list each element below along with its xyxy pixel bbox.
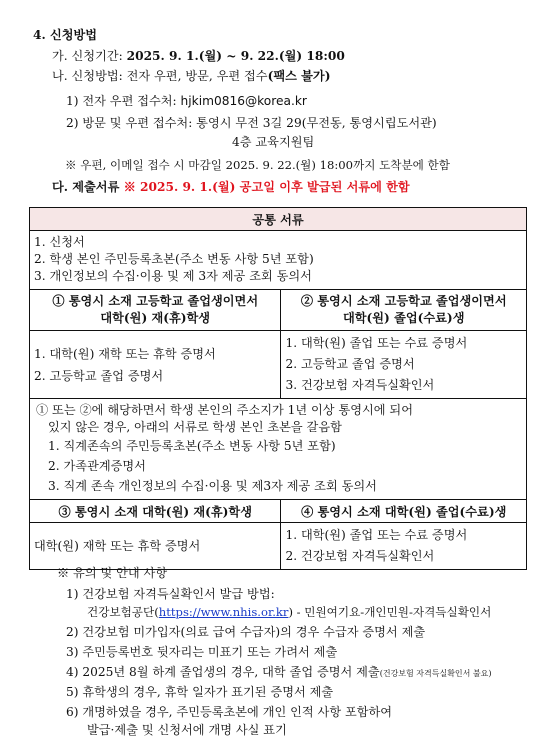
email-label: 1) 전자 우편 접수처: bbox=[66, 94, 181, 108]
common-item: 1. 신청서 bbox=[34, 235, 85, 249]
method-label: 나. 신청방법: bbox=[52, 69, 127, 83]
note-6: 6) 개명하였을 경우, 주민등록초본에 개인 인적 사항 포함하여 bbox=[66, 705, 393, 719]
col2-title-1: ② 통영시 소재 고등학교 졸업생이면서 bbox=[300, 294, 507, 308]
note-4 bbox=[66, 664, 492, 682]
mid-item: 3. 직계 존속 개인정보의 수집·이용 및 제3자 제공 조회 동의서 bbox=[48, 479, 377, 493]
col1-items bbox=[30, 331, 281, 399]
period-label: 가. 신청기간: bbox=[52, 49, 127, 63]
method-note: (팩스 불가) bbox=[267, 69, 331, 83]
note-1b-post: ) - 민원여기요-개인민원-자격득실확인서 bbox=[288, 605, 492, 619]
docs-red-note: ※ 2025. 9. 1.(월) 공고일 이후 발급된 서류에 한함 bbox=[123, 180, 410, 194]
note-1b-pre: 건강보험공단( bbox=[87, 605, 159, 619]
mid-line-2: 있지 않은 경우, 아래의 서류로 학생 본인 초본을 갈음함 bbox=[48, 420, 342, 434]
email-line bbox=[66, 93, 307, 109]
docs-label: 다. 제출서류 bbox=[52, 180, 124, 194]
col4-item: 1. 대학(원) 졸업 또는 수료 증명서 bbox=[285, 528, 468, 542]
nhis-link[interactable]: https://www.nhis.or.kr bbox=[158, 605, 289, 619]
mid-line-1: ① 또는 ②에 해당하면서 학생 본인의 주소지가 1년 이상 통영시에 되어 bbox=[36, 403, 413, 417]
visit-line-2: 4층 교육지원팀 bbox=[232, 135, 315, 149]
col2-title-2: 대학(원) 졸업(수료)생 bbox=[342, 311, 465, 325]
note-1: 1) 건강보험 자격득실확인서 발급 방법: bbox=[66, 587, 275, 601]
email-address: hjkim0816@korea.kr bbox=[180, 94, 307, 108]
col4-header: ④ 통영시 소재 대학(원) 졸업(수료)생 bbox=[281, 500, 527, 523]
col1-item: 2. 고등학교 졸업 증명서 bbox=[34, 368, 164, 383]
note-4-small: (건강보험 자격득실확인서 불요) bbox=[379, 669, 492, 678]
mid-section bbox=[30, 399, 527, 500]
documents-table bbox=[29, 207, 527, 570]
common-item: 3. 개인정보의 수집·이용 및 제 3자 제공 조회 동의서 bbox=[34, 269, 312, 283]
common-items bbox=[30, 231, 527, 290]
col1-title-2: 대학(원) 재(휴)학생 bbox=[100, 311, 211, 325]
notes-title: ※ 유의 및 안내 사항 bbox=[57, 566, 168, 580]
col1-item: 1. 대학(원) 재학 또는 휴학 증명서 bbox=[34, 346, 216, 361]
note-5: 5) 휴학생의 경우, 휴학 일자가 표기된 증명서 제출 bbox=[66, 685, 334, 699]
visit-note: ※ 우편, 이메일 접수 시 마감일 2025. 9. 22.(월) 18:00까지 도착분에 한함 bbox=[65, 158, 450, 172]
col1-header bbox=[30, 290, 281, 331]
col2-item: 1. 대학(원) 졸업 또는 수료 증명서 bbox=[285, 336, 468, 350]
common-title: 공통 서류 bbox=[30, 208, 527, 231]
note-2: 2) 건강보험 미가입자(의료 급여 수급자)의 경우 수급자 증명서 제출 bbox=[66, 625, 426, 639]
col2-item: 3. 건강보험 자격득실확인서 bbox=[285, 378, 435, 392]
col4-item: 2. 건강보험 자격득실확인서 bbox=[285, 549, 435, 563]
docs-line bbox=[52, 179, 410, 195]
col3-header: ③ 통영시 소재 대학(원) 재(휴)학생 bbox=[30, 500, 281, 523]
section-heading: 4. 신청방법 bbox=[33, 28, 98, 42]
col3-item: 대학(원) 재학 또는 휴학 증명서 bbox=[34, 538, 201, 553]
period-line bbox=[52, 48, 345, 64]
mid-item: 2. 가족관계증명서 bbox=[48, 459, 146, 473]
mid-item: 1. 직계존속의 주민등록초본(주소 변동 사항 5년 포함) bbox=[48, 439, 336, 453]
col1-title-1: ① 통영시 소재 고등학교 졸업생이면서 bbox=[52, 294, 259, 308]
col2-items bbox=[281, 331, 527, 399]
method-value: 전자 우편, 방문, 우편 접수 bbox=[126, 69, 268, 83]
note-3: 3) 주민등록번호 뒷자리는 미표기 또는 가려서 제출 bbox=[66, 645, 338, 659]
col2-item: 2. 고등학교 졸업 증명서 bbox=[285, 357, 415, 371]
col2-header bbox=[281, 290, 527, 331]
common-item: 2. 학생 본인 주민등록초본(주소 변동 사항 5년 포함) bbox=[34, 252, 314, 266]
col3-items bbox=[30, 523, 281, 570]
note-6b: 발급·제출 및 신청서에 개명 사실 표기 bbox=[87, 723, 287, 737]
note-4-main: 4) 2025년 8월 하계 졸업생의 경우, 대학 졸업 증명서 제출 bbox=[66, 665, 380, 679]
period-value: 2025. 9. 1.(월) ~ 9. 22.(월) 18:00 bbox=[126, 49, 345, 63]
note-1b bbox=[87, 604, 491, 620]
col4-items bbox=[281, 523, 527, 570]
visit-line: 2) 방문 및 우편 접수처: 통영시 무전 3길 29(무전동, 통영시립도서관) bbox=[66, 116, 437, 130]
method-line bbox=[52, 68, 330, 84]
